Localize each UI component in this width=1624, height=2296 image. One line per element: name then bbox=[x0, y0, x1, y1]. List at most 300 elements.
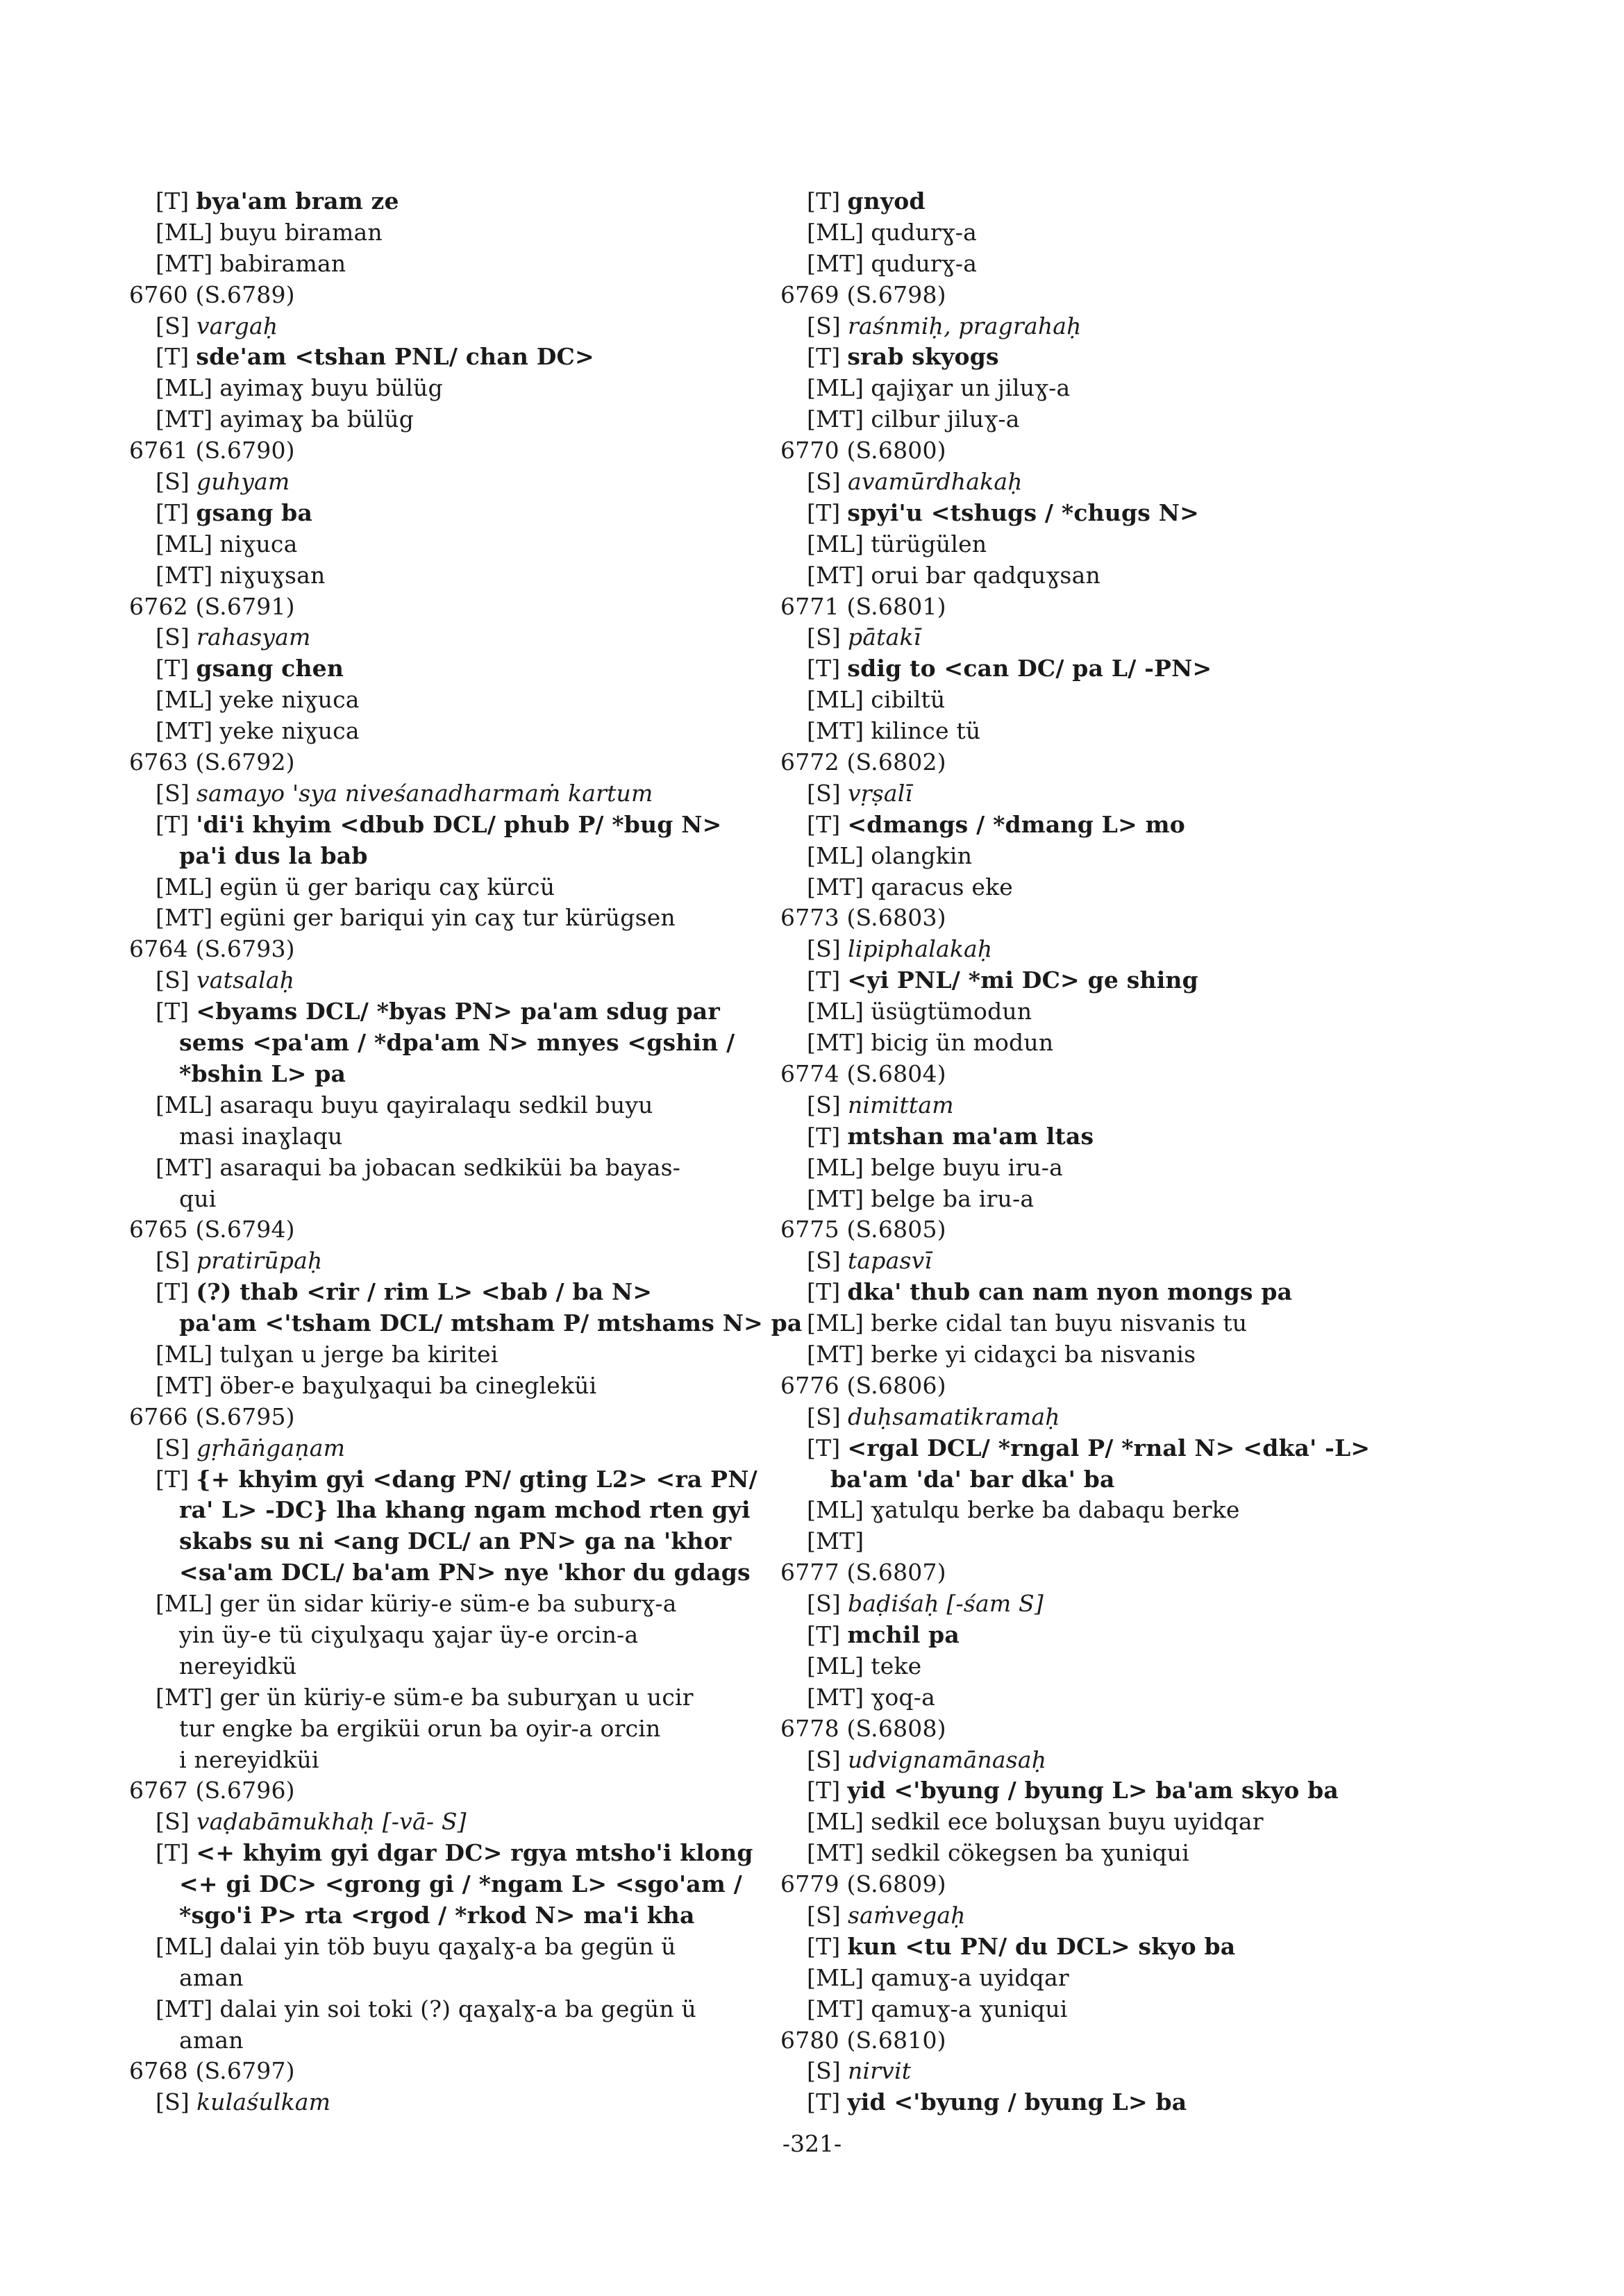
entry-line bbox=[129, 810, 768, 841]
language-tag: [T] bbox=[156, 343, 190, 371]
entry-text: masi inaɣlaqu bbox=[179, 1122, 343, 1150]
entry-line bbox=[780, 217, 1433, 249]
entry-text: pa'am <'tsham DCL/ mtsham P/ mtshams N> pa bbox=[179, 1309, 803, 1337]
entry-text: ayimaɣ ba bülüg bbox=[219, 405, 415, 433]
entry-text: yid <'byung / byung L> ba bbox=[847, 2088, 1187, 2116]
entry-number: 6760 (S.6789) bbox=[129, 280, 295, 308]
entry-line bbox=[780, 186, 1433, 217]
entry-text: tur engke ba ergiküi orun ba oyir-a orcin bbox=[179, 1714, 661, 1742]
entry-line bbox=[129, 1339, 768, 1371]
entry-line bbox=[780, 872, 1433, 903]
entry-text: duḥsamatikramaḥ bbox=[847, 1402, 1060, 1430]
entry-line bbox=[780, 622, 1433, 653]
entry-line bbox=[780, 1526, 1433, 1557]
language-tag: [MT] bbox=[156, 1371, 213, 1399]
entry-line bbox=[780, 529, 1433, 560]
entry-continuation bbox=[129, 1869, 768, 1900]
entry-line bbox=[780, 467, 1433, 498]
language-tag: [T] bbox=[156, 498, 190, 526]
entry-number: 6768 (S.6797) bbox=[129, 2057, 295, 2085]
entry-line bbox=[129, 1994, 768, 2025]
language-tag: [T] bbox=[156, 1839, 190, 1867]
entry-line bbox=[129, 1246, 768, 1277]
entry-text: sedkil ece boluɣsan buyu uyidqar bbox=[871, 1808, 1264, 1836]
entry-continuation bbox=[129, 1184, 768, 1215]
language-tag: [S] bbox=[156, 1808, 190, 1836]
entry-line bbox=[780, 1963, 1433, 1994]
entry-number: 6770 (S.6800) bbox=[780, 437, 946, 464]
language-tag: [S] bbox=[156, 1434, 190, 1461]
language-tag: [ML] bbox=[807, 841, 864, 869]
entry-text: kulaśulkam bbox=[196, 2088, 331, 2116]
language-tag: [MT] bbox=[807, 1340, 864, 1368]
entry-line bbox=[129, 1090, 768, 1121]
entry-text: vatsalaḥ bbox=[196, 966, 295, 994]
language-tag: [MT] bbox=[807, 1184, 864, 1212]
entry-line bbox=[129, 186, 768, 217]
language-tag: [T] bbox=[156, 810, 190, 838]
language-tag: [T] bbox=[807, 343, 841, 371]
entry-text: qajiɣar un jiluɣ-a bbox=[871, 374, 1071, 402]
entry-line bbox=[780, 1589, 1433, 1620]
entry-text: niɣuca bbox=[219, 530, 298, 558]
entry-line bbox=[780, 1745, 1433, 1776]
language-tag: [T] bbox=[156, 1465, 190, 1493]
entry-line bbox=[780, 498, 1433, 529]
entry-line bbox=[780, 965, 1433, 996]
entry-text: rahasyam bbox=[196, 623, 311, 651]
entry-text: aman bbox=[179, 1963, 244, 1991]
entry-line bbox=[129, 1277, 768, 1308]
language-tag: [T] bbox=[807, 2088, 841, 2116]
entry-text: qamuɣ-a uyidqar bbox=[871, 1963, 1069, 1991]
entry-text: dalai yin soi toki (?) qaɣalɣ-a ba gegün ü bbox=[219, 1995, 696, 2022]
entry-line bbox=[780, 342, 1433, 373]
entry-line bbox=[129, 872, 768, 903]
entry-text: mtshan ma'am ltas bbox=[847, 1122, 1094, 1150]
entry-line bbox=[780, 1775, 1433, 1807]
language-tag: [S] bbox=[807, 1901, 841, 1929]
entry-continuation bbox=[129, 1028, 768, 1059]
entry-number: 6769 (S.6798) bbox=[780, 280, 946, 308]
entry-text: belge buyu iru-a bbox=[871, 1153, 1063, 1181]
entry-continuation bbox=[129, 1308, 803, 1339]
right-column bbox=[780, 186, 1433, 2118]
entry-line bbox=[780, 1433, 1433, 1464]
entry-line bbox=[129, 622, 768, 653]
entry-number: 6775 (S.6805) bbox=[780, 1216, 946, 1243]
entry-line bbox=[780, 2056, 1433, 2087]
entry-line bbox=[129, 1153, 768, 1184]
entry-text: <sa'am DCL/ ba'am PN> nye 'khor du gdags bbox=[179, 1559, 751, 1586]
entry-text: nimittam bbox=[847, 1091, 954, 1118]
language-tag: [ML] bbox=[156, 1091, 213, 1118]
entry-number: 6767 (S.6796) bbox=[129, 1777, 295, 1804]
entry-text: <rgal DCL/ *rngal P/ *rnal N> <dka' -L> bbox=[847, 1434, 1371, 1461]
entry-line bbox=[129, 217, 768, 249]
language-tag: [ML] bbox=[807, 998, 864, 1025]
entry-text: teke bbox=[871, 1652, 922, 1679]
entry-text: berke cidal tan buyu nisvanis tu bbox=[871, 1309, 1248, 1337]
entry-text: avamūrdhakaḥ bbox=[847, 468, 1023, 496]
entry-line bbox=[129, 778, 768, 810]
language-tag: [T] bbox=[807, 498, 841, 526]
entry-line bbox=[780, 1807, 1433, 1838]
language-tag: [S] bbox=[807, 312, 841, 340]
entry-text: bya'am bram ze bbox=[196, 187, 399, 215]
entry-text: spyi'u <tshugs / *chugs N> bbox=[847, 498, 1199, 526]
entry-text: nereyidkü bbox=[179, 1652, 297, 1679]
language-tag: [MT] bbox=[807, 1029, 864, 1057]
entry-line bbox=[129, 249, 768, 280]
entry-text: tulɣan u jerge ba kiritei bbox=[219, 1340, 499, 1368]
entry-line bbox=[129, 1932, 768, 1963]
language-tag: [ML] bbox=[156, 530, 213, 558]
entry-line bbox=[129, 498, 768, 529]
entry-continuation bbox=[129, 841, 768, 872]
entry-text: ayimaɣ buyu bülüg bbox=[219, 374, 443, 402]
entry-line bbox=[129, 311, 768, 342]
language-tag: [ML] bbox=[807, 374, 864, 402]
entry-line bbox=[780, 1339, 1433, 1371]
language-tag: [T] bbox=[807, 1777, 841, 1804]
entry-text: <byams DCL/ *byas PN> pa'am sdug par bbox=[196, 998, 720, 1025]
language-tag: [S] bbox=[807, 2057, 841, 2085]
entry-text: qamuɣ-a ɣuniqui bbox=[871, 1995, 1068, 2022]
entry-text: <dmangs / *dmang L> mo bbox=[847, 810, 1185, 838]
entry-line bbox=[129, 373, 768, 404]
language-tag: [S] bbox=[807, 1247, 841, 1275]
entry-text: buyu biraman bbox=[219, 218, 383, 246]
language-tag: [S] bbox=[156, 468, 190, 496]
entry-continuation bbox=[780, 1464, 1433, 1495]
entry-text: öber-e baɣulɣaqui ba cinegleküi bbox=[219, 1371, 597, 1399]
language-tag: [S] bbox=[156, 2088, 190, 2116]
entry-text: qaracus eke bbox=[871, 873, 1014, 900]
entry-text: mchil pa bbox=[847, 1620, 960, 1648]
entry-text: yeke niɣuca bbox=[219, 686, 360, 714]
entry-line bbox=[780, 685, 1433, 716]
entry-text: raśnmiḥ, pragrahaḥ bbox=[847, 312, 1082, 340]
language-tag: [S] bbox=[807, 1402, 841, 1430]
entry-line bbox=[129, 996, 768, 1028]
language-tag: [MT] bbox=[807, 873, 864, 900]
entry-line bbox=[129, 404, 768, 435]
entry-line bbox=[780, 1838, 1433, 1869]
entry-continuation bbox=[129, 1900, 768, 1932]
entry-text: sdig to <can DC/ pa L/ -PN> bbox=[847, 655, 1212, 682]
entry-continuation bbox=[129, 1963, 768, 1994]
entry-line bbox=[129, 1433, 768, 1464]
entry-text: <+ khyim gyi dgar DC> rgya mtsho'i klong bbox=[196, 1839, 753, 1867]
entry-line bbox=[780, 778, 1433, 810]
entry-text: vṛṣalī bbox=[847, 779, 913, 807]
entry-line bbox=[129, 1807, 768, 1838]
entry-text: vargaḥ bbox=[196, 312, 278, 340]
language-tag: [S] bbox=[807, 623, 841, 651]
entry-text: qudurɣ-a bbox=[871, 218, 977, 246]
entry-number: 6777 (S.6807) bbox=[780, 1559, 946, 1586]
entry-text: guhyam bbox=[196, 468, 290, 496]
entry-text: skabs su ni <ang DCL/ an PN> ga na 'khor bbox=[179, 1527, 732, 1555]
entry-text: lipiphalakaḥ bbox=[847, 935, 993, 963]
entry-text: gṛhāṅgaṇam bbox=[196, 1434, 346, 1461]
entry-text: egüni ger bariqui yin caɣ tur kürügsen bbox=[219, 904, 676, 932]
language-tag: [ML] bbox=[807, 1153, 864, 1181]
entry-text: udvignamānasaḥ bbox=[847, 1745, 1047, 1773]
entry-line bbox=[780, 249, 1433, 280]
language-tag: [S] bbox=[807, 1745, 841, 1773]
language-tag: [MT] bbox=[807, 1527, 864, 1555]
entry-continuation bbox=[129, 1526, 768, 1557]
entry-line bbox=[129, 716, 768, 747]
entry-text: i nereyidküi bbox=[179, 1745, 319, 1773]
entry-text: cibiltü bbox=[871, 686, 946, 714]
language-tag: [MT] bbox=[156, 1995, 213, 2022]
entry-number: 6761 (S.6790) bbox=[129, 437, 295, 464]
entry-text: 'di'i khyim <dbub DCL/ phub P/ *bug N> bbox=[196, 810, 722, 838]
entry-line bbox=[129, 965, 768, 996]
language-tag: [ML] bbox=[807, 1963, 864, 1991]
entry-text: belge ba iru-a bbox=[871, 1184, 1035, 1212]
language-tag: [S] bbox=[807, 779, 841, 807]
entry-text: {+ khyim gyi <dang PN/ gting L2> <ra PN/ bbox=[196, 1465, 757, 1493]
entry-line bbox=[129, 1838, 768, 1869]
language-tag: [MT] bbox=[807, 561, 864, 589]
language-tag: [MT] bbox=[156, 904, 213, 932]
language-tag: [MT] bbox=[807, 717, 864, 745]
language-tag: [ML] bbox=[156, 1590, 213, 1618]
entry-continuation bbox=[129, 1745, 768, 1776]
entry-continuation bbox=[129, 1121, 768, 1153]
entry-continuation bbox=[129, 2025, 768, 2056]
entry-text: gnyod bbox=[847, 187, 926, 215]
language-tag: [MT] bbox=[807, 1683, 864, 1711]
entry-line bbox=[780, 841, 1433, 872]
entry-line bbox=[129, 2087, 768, 2118]
entry-line bbox=[780, 1028, 1433, 1059]
entry-number: 6772 (S.6802) bbox=[780, 748, 946, 776]
entry-text: ɣoq-a bbox=[871, 1683, 935, 1711]
entry-line bbox=[780, 716, 1433, 747]
entry-number: 6780 (S.6810) bbox=[780, 2026, 946, 2054]
entry-text: aman bbox=[179, 2026, 244, 2054]
entry-text: yid <'byung / byung L> ba'am skyo ba bbox=[847, 1777, 1339, 1804]
entry-line bbox=[780, 1277, 1433, 1308]
language-tag: [ML] bbox=[156, 1340, 213, 1368]
entry-text: bicig ün modun bbox=[871, 1029, 1054, 1057]
language-tag: [S] bbox=[156, 779, 190, 807]
entry-text: pratirūpaḥ bbox=[196, 1247, 323, 1275]
entry-line bbox=[780, 996, 1433, 1028]
entry-text: qui bbox=[179, 1184, 217, 1212]
entry-number: 6765 (S.6794) bbox=[129, 1216, 295, 1243]
language-tag: [ML] bbox=[807, 1652, 864, 1679]
language-tag: [T] bbox=[156, 655, 190, 682]
language-tag: [S] bbox=[156, 966, 190, 994]
entry-text: gsang chen bbox=[196, 655, 344, 682]
language-tag: [T] bbox=[807, 655, 841, 682]
entry-line bbox=[129, 685, 768, 716]
entry-text: srab skyogs bbox=[847, 343, 999, 371]
entry-text: baḍiśaḥ [-śam S] bbox=[847, 1590, 1044, 1618]
entry-text: dalai yin töb buyu qaɣalɣ-a ba gegün ü bbox=[219, 1932, 676, 1960]
language-tag: [S] bbox=[807, 1590, 841, 1618]
language-tag: [S] bbox=[807, 1091, 841, 1118]
entry-text: ba'am 'da' bar dka' ba bbox=[830, 1465, 1115, 1493]
language-tag: [T] bbox=[807, 1620, 841, 1648]
entry-line bbox=[780, 1932, 1433, 1963]
entry-text: berke yi cidaɣci ba nisvanis bbox=[871, 1340, 1196, 1368]
entry-line bbox=[780, 1246, 1433, 1277]
entry-text: asaraqui ba jobacan sedkiküi ba bayas- bbox=[219, 1153, 681, 1181]
entry-line bbox=[780, 934, 1433, 965]
entry-line bbox=[780, 810, 1433, 841]
entry-number: 6766 (S.6795) bbox=[129, 1402, 295, 1430]
entry-text: pātakī bbox=[847, 623, 921, 651]
entry-continuation bbox=[129, 1495, 768, 1526]
entry-line bbox=[780, 1121, 1433, 1153]
language-tag: [T] bbox=[807, 1278, 841, 1306]
entry-number: 6774 (S.6804) bbox=[780, 1059, 946, 1087]
entry-text: (?) thab <rir / rim L> <bab / ba N> bbox=[196, 1278, 653, 1306]
entry-text: türügülen bbox=[871, 530, 987, 558]
entry-line bbox=[129, 653, 768, 685]
entry-text: sedkil cökegsen ba ɣuniqui bbox=[871, 1839, 1190, 1867]
entry-continuation bbox=[129, 1713, 768, 1745]
entry-text: nirvit bbox=[847, 2057, 912, 2085]
language-tag: [MT] bbox=[807, 405, 864, 433]
entry-text: ɣatulqu berke ba dabaqu berke bbox=[871, 1496, 1240, 1524]
language-tag: [S] bbox=[807, 935, 841, 963]
entry-line bbox=[129, 1589, 768, 1620]
entry-text: asaraqu buyu qayiralaqu sedkil buyu bbox=[219, 1091, 653, 1118]
entry-number: 6776 (S.6806) bbox=[780, 1371, 946, 1399]
entry-text: ger ün sidar küriy-e süm-e ba suburɣ-a bbox=[219, 1590, 677, 1618]
entry-line bbox=[780, 560, 1433, 592]
entry-line bbox=[129, 467, 768, 498]
language-tag: [ML] bbox=[807, 1808, 864, 1836]
language-tag: [ML] bbox=[156, 686, 213, 714]
entry-number: 6764 (S.6793) bbox=[129, 935, 295, 963]
entry-number: 6762 (S.6791) bbox=[129, 592, 295, 620]
entry-text: üsügtümodun bbox=[871, 998, 1032, 1025]
entry-continuation bbox=[129, 1651, 768, 1682]
entry-line bbox=[780, 653, 1433, 685]
entry-text: olangkin bbox=[871, 841, 973, 869]
language-tag: [T] bbox=[156, 187, 190, 215]
entry-text: vaḍabāmukhaḥ [-vā- S] bbox=[196, 1808, 467, 1836]
entry-text: *bshin L> pa bbox=[179, 1059, 346, 1087]
entry-text: yeke niɣuca bbox=[219, 717, 360, 745]
left-column bbox=[129, 186, 803, 2118]
entry-line bbox=[780, 1402, 1433, 1433]
entry-number: 6778 (S.6808) bbox=[780, 1714, 946, 1742]
entry-text: *sgo'i P> rta <rgod / *rkod N> ma'i kha bbox=[179, 1901, 695, 1929]
language-tag: [T] bbox=[807, 1122, 841, 1150]
entry-text: samayo 'sya niveśanadharmaṁ kartum bbox=[196, 779, 653, 807]
entry-line bbox=[780, 1651, 1433, 1682]
entry-line bbox=[129, 1371, 768, 1402]
language-tag: [ML] bbox=[807, 530, 864, 558]
entry-line bbox=[780, 1153, 1433, 1184]
language-tag: [MT] bbox=[156, 717, 213, 745]
entry-text: <+ gi DC> <grong gi / *ngam L> <sgo'am / bbox=[179, 1870, 742, 1898]
entry-text: kun <tu PN/ du DCL> skyo ba bbox=[847, 1932, 1236, 1960]
entry-line bbox=[780, 1308, 1433, 1339]
entry-text: yin üy-e tü ciɣulɣaqu ɣajar üy-e orcin-a bbox=[179, 1620, 639, 1648]
entry-number: 6773 (S.6803) bbox=[780, 904, 946, 932]
entry-text: pa'i dus la bab bbox=[179, 841, 368, 869]
language-tag: [S] bbox=[156, 1247, 190, 1275]
entry-text: niɣuɣsan bbox=[219, 561, 326, 589]
entry-line bbox=[780, 1090, 1433, 1121]
entry-line bbox=[780, 1994, 1433, 2025]
language-tag: [MT] bbox=[156, 561, 213, 589]
entry-text: saṁvegaḥ bbox=[847, 1901, 966, 1929]
entry-continuation bbox=[129, 1059, 768, 1090]
entry-text: orui bar qadquɣsan bbox=[871, 561, 1100, 589]
entry-number: 6771 (S.6801) bbox=[780, 592, 946, 620]
entry-line bbox=[780, 404, 1433, 435]
entry-text: sems <pa'am / *dpa'am N> mnyes <gshin / bbox=[179, 1029, 735, 1057]
language-tag: [ML] bbox=[156, 873, 213, 900]
entry-line bbox=[129, 560, 768, 592]
entry-text: <yi PNL/ *mi DC> ge shing bbox=[847, 966, 1198, 994]
entry-text: cilbur jiluɣ-a bbox=[871, 405, 1020, 433]
language-tag: [T] bbox=[807, 966, 841, 994]
entry-line bbox=[129, 1464, 768, 1495]
entry-text: tapasvī bbox=[847, 1247, 932, 1275]
language-tag: [ML] bbox=[807, 1309, 864, 1337]
language-tag: [T] bbox=[807, 187, 841, 215]
entry-number: 6763 (S.6792) bbox=[129, 748, 295, 776]
language-tag: [ML] bbox=[807, 1496, 864, 1524]
language-tag: [ML] bbox=[156, 1932, 213, 1960]
entry-text: gsang ba bbox=[196, 498, 313, 526]
entry-text: sde'am <tshan PNL/ chan DC> bbox=[196, 343, 594, 371]
entry-line bbox=[780, 1495, 1433, 1526]
language-tag: [T] bbox=[807, 810, 841, 838]
language-tag: [MT] bbox=[807, 249, 864, 277]
language-tag: [MT] bbox=[807, 1995, 864, 2022]
language-tag: [MT] bbox=[156, 405, 213, 433]
entry-line bbox=[780, 1682, 1433, 1713]
entry-continuation bbox=[129, 1557, 768, 1589]
language-tag: [ML] bbox=[156, 374, 213, 402]
language-tag: [S] bbox=[156, 623, 190, 651]
entry-line bbox=[780, 1900, 1433, 1932]
entry-number: 6779 (S.6809) bbox=[780, 1870, 946, 1898]
entry-text: ger ün küriy-e süm-e ba suburɣan u ucir bbox=[219, 1683, 694, 1711]
entry-text: ra' L> -DC} lha khang ngam mchod rten gyi bbox=[179, 1496, 751, 1524]
language-tag: [T] bbox=[807, 1932, 841, 1960]
language-tag: [MT] bbox=[156, 1153, 213, 1181]
entry-line bbox=[129, 529, 768, 560]
language-tag: [S] bbox=[807, 468, 841, 496]
entry-text: babiraman bbox=[219, 249, 346, 277]
entry-text: egün ü ger bariqu caɣ kürcü bbox=[219, 873, 555, 900]
language-tag: [T] bbox=[156, 1278, 190, 1306]
entry-line bbox=[780, 311, 1433, 342]
entry-text: kilince tü bbox=[871, 717, 981, 745]
entry-line bbox=[129, 1682, 768, 1713]
language-tag: [MT] bbox=[156, 249, 213, 277]
entry-continuation bbox=[129, 1620, 768, 1651]
language-tag: [ML] bbox=[156, 218, 213, 246]
language-tag: [T] bbox=[156, 998, 190, 1025]
language-tag: [S] bbox=[156, 312, 190, 340]
